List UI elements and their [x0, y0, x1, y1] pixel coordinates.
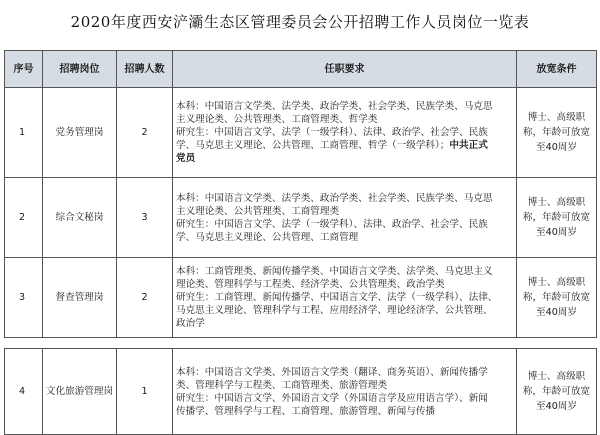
table-row: [5, 258, 597, 338]
row-no: 1: [5, 88, 43, 178]
header-requirements: 任职要求: [173, 51, 517, 88]
row-position: 党务管理岗: [43, 88, 117, 178]
row-count: 2: [117, 88, 173, 178]
requirement-line: 研究生：中国语言文学、外国语言文学（外国语言学及应用语言学）、新闻: [176, 392, 488, 404]
row-requirements: [173, 349, 517, 435]
requirement-line: 研究生：中国语言文学、法学（一级学科）、法律、政治学、社会学、民族: [176, 127, 488, 138]
row-requirements: [173, 88, 517, 178]
requirement-line: 政治学: [176, 318, 205, 329]
header-position: 招聘岗位: [43, 51, 117, 88]
row-count: 2: [117, 258, 173, 338]
table-header-row: [5, 51, 597, 88]
requirement-line: 主义理论类、公共管理类、工商管理类: [176, 205, 340, 217]
row-conditions: 博士、高级职称，年龄可放宽至40周岁: [517, 349, 597, 435]
row-no: 2: [5, 178, 43, 258]
requirement-line: 研究生：工商管理、新闻传播学、中国语言文学、法学（一级学科）、法律、: [176, 292, 498, 303]
requirement-line: 本科：中国语言文学类、法学类、政治学类、社会学类、民族学类、马克思: [176, 101, 493, 112]
row-position: 督查管理岗: [43, 258, 117, 338]
row-position: 文化旅游管理岗: [43, 349, 117, 435]
row-conditions: 博士、高级职称，年龄可放宽至40周岁: [517, 178, 597, 258]
header-count: 招聘人数: [117, 51, 173, 88]
row-no: 4: [5, 349, 43, 435]
requirement-line: 类、管理科学与工程类、工商管理类、旅游管理类: [176, 379, 388, 391]
row-requirements: [173, 258, 517, 338]
table-row: [5, 88, 597, 178]
row-position: 综合文秘岗: [43, 178, 117, 258]
row-requirements: [173, 178, 517, 258]
header-no: 序号: [5, 51, 43, 88]
requirement-line: [176, 139, 513, 152]
requirement-line: 本科：中国语言文学类、外国语言文学类（翻译、商务英语）、新闻传播学: [176, 366, 488, 378]
requirement-line: 本科：中国语言文学类、法学类、政治学类、社会学类、民族学类、马克思: [176, 192, 493, 204]
row-no: 3: [5, 258, 43, 338]
table-row: [5, 178, 597, 258]
requirement-line: 主义理论类、公共管理类、工商管理类、哲学类: [176, 114, 378, 125]
page-gap: [5, 338, 597, 349]
page-title: 2020年度西安浐灞生态区管理委员会公开招聘工作人员岗位一览表: [70, 13, 530, 31]
row-conditions: 博士、高级职称，年龄可放宽至40周岁: [517, 258, 597, 338]
header-conditions: 放宽条件: [517, 51, 597, 88]
requirement-line: 传播学、管理科学与工程、工商管理、旅游管理、新闻与传播: [176, 405, 436, 417]
row-conditions: 博士、高级职称，年龄可放宽至40周岁: [517, 88, 597, 178]
requirement-line: 马克思主义理论、管理科学与工程、应用经济学、理论经济学、公共管理、: [176, 305, 493, 316]
row-count: 3: [117, 178, 173, 258]
table-row: [5, 349, 597, 435]
requirement-line: 研究生：中国语言文学、法学（一级学科）、法律、政治学、社会学、民族: [176, 218, 488, 230]
positions-table: [4, 50, 597, 435]
requirement-line: 本科：工商管理类、新闻传播学类、中国语言文学类、法学类、马克思主义: [176, 266, 493, 277]
party-member-requirement-cont: 党员: [176, 153, 196, 164]
row-count: 1: [117, 349, 173, 435]
requirement-text: 学、马克思主义理论、公共管理、工商管理、哲学（一级学科）；: [176, 140, 450, 151]
party-member-requirement: 中共正式: [449, 140, 488, 151]
requirement-line: 理论类、管理科学与工程类、经济学类、公共管理类、政治学类: [176, 279, 445, 290]
requirement-line: 学、马克思主义理论、公共管理、工商管理: [176, 231, 359, 243]
